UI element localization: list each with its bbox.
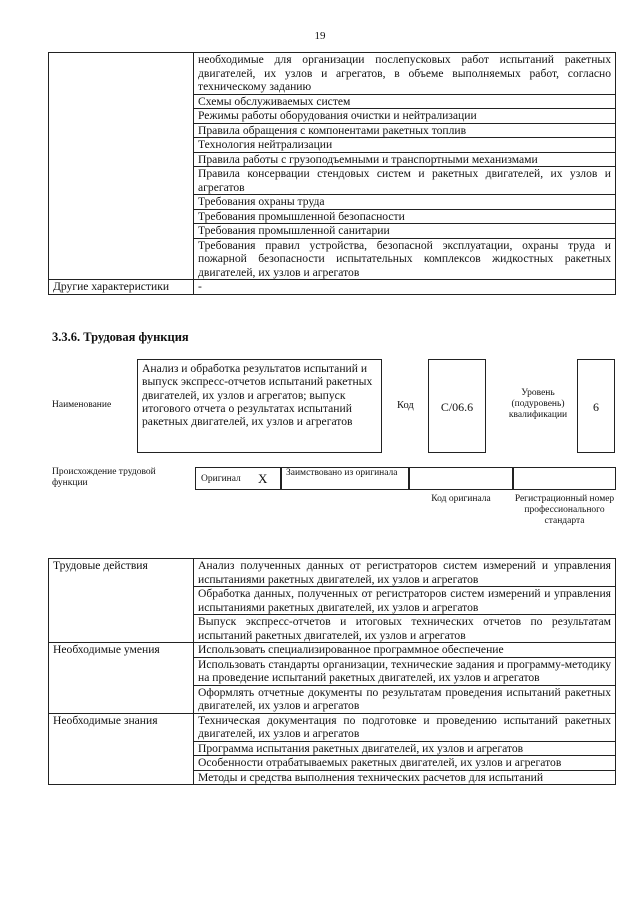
- table-row: необходимые для организации послепусковых работ испытаний ракетных двигателей, их узлов и агрегатов, в объеме выполняемых работ, согласно техническому заданию: [194, 53, 616, 95]
- borrowed-box: [281, 467, 409, 490]
- code-value-box: C/06.6: [428, 359, 486, 453]
- other-characteristics-value: -: [194, 280, 616, 295]
- table-row: Требования промышленной безопасности: [194, 209, 616, 224]
- group-label-labor-actions: Трудовые действия: [49, 559, 194, 643]
- table-row: Требования промышленной санитарии: [194, 224, 616, 239]
- table-row: Правила консервации стендовых систем и ракетных двигателей, их узлов и агрегатов: [194, 167, 616, 195]
- table-row: Требования охраны труда: [194, 195, 616, 210]
- knowledge-table-continuation: [48, 52, 616, 295]
- original-code-box: [409, 467, 513, 490]
- code-label: Код: [397, 400, 414, 411]
- registration-number-box: [513, 467, 616, 490]
- original-mark: X: [258, 471, 268, 486]
- original-box: [195, 467, 281, 490]
- table-row: Особенности отрабатываемых ракетных двигателей, их узлов и агрегатов: [194, 756, 616, 771]
- table-label-cell: [49, 53, 194, 280]
- function-name-box: Анализ и обработка результатов испытаний и выпуск экспресс-отчетов испытаний ракетных двигателей, их узлов и агрегатов; выпуск итогового отчета о результатах испытаний ракетных двигателей, их узлов и агрегатов: [137, 359, 382, 453]
- table-row: Схемы обслуживаемых систем: [194, 94, 616, 109]
- table-row: Использовать специализированное программное обеспечение: [194, 643, 616, 658]
- registration-number-caption: Регистрационный номер профессионального стандарта: [514, 494, 615, 526]
- borrowed-label: Заимствовано из оригинала: [286, 468, 398, 478]
- table-row: Обработка данных, полученных от регистраторов систем измерений и управления испытаниями ракетных двигателей, их узлов и агрегатов: [194, 587, 616, 615]
- table-row: Выпуск экспресс-отчетов и итоговых технических отчетов по результатам испытаний ракетных двигателей, их узлов и агрегатов: [194, 615, 616, 643]
- origin-label: Происхождение трудовой функции: [52, 467, 156, 488]
- level-value-box: 6: [577, 359, 615, 453]
- section-title: 3.3.6. Трудовая функция: [52, 330, 189, 344]
- table-row: Оформлять отчетные документы по результатам проведения испытаний ракетных двигателей, их узлов и агрегатов: [194, 685, 616, 713]
- table-row: Технология нейтрализации: [194, 138, 616, 153]
- table-row: Правила обращения с компонентами ракетных топлив: [194, 123, 616, 138]
- table-row: Режимы работы оборудования очистки и нейтрализации: [194, 109, 616, 124]
- other-characteristics-label: Другие характеристики: [49, 280, 194, 295]
- page-number: 19: [314, 30, 326, 42]
- original-code-caption: Код оригинала: [431, 494, 491, 504]
- level-label: Уровень (подуровень) квалификации: [508, 388, 568, 420]
- table-row: Требования правил устройства, безопасной эксплуатации, охраны труда и пожарной безопасности испытательных комплексов жидкостных ракетных двигателей, их узлов и агрегатов: [194, 238, 616, 280]
- name-label: Наименование: [52, 400, 112, 410]
- group-label-knowledge: Необходимые знания: [49, 713, 194, 785]
- group-label-skills: Необходимые умения: [49, 643, 194, 714]
- table-row: Техническая документация по подготовке и проведению испытаний ракетных двигателей, их узлов и агрегатов: [194, 713, 616, 741]
- original-label: Оригинал: [201, 474, 241, 484]
- table-row: Использовать стандарты организации, технические задания и программу-методику на проведение испытаний ракетных двигателей, их узлов и агрегатов: [194, 657, 616, 685]
- table-row: Методы и средства выполнения технических расчетов для испытаний: [194, 770, 616, 785]
- labor-function-table: [48, 558, 616, 785]
- table-row: Анализ полученных данных от регистраторов систем измерений и управления испытаниями ракетных двигателей, их узлов и агрегатов: [194, 559, 616, 587]
- table-row: Программа испытания ракетных двигателей, их узлов и агрегатов: [194, 741, 616, 756]
- table-row: Правила работы с грузоподъемными и транспортными механизмами: [194, 152, 616, 167]
